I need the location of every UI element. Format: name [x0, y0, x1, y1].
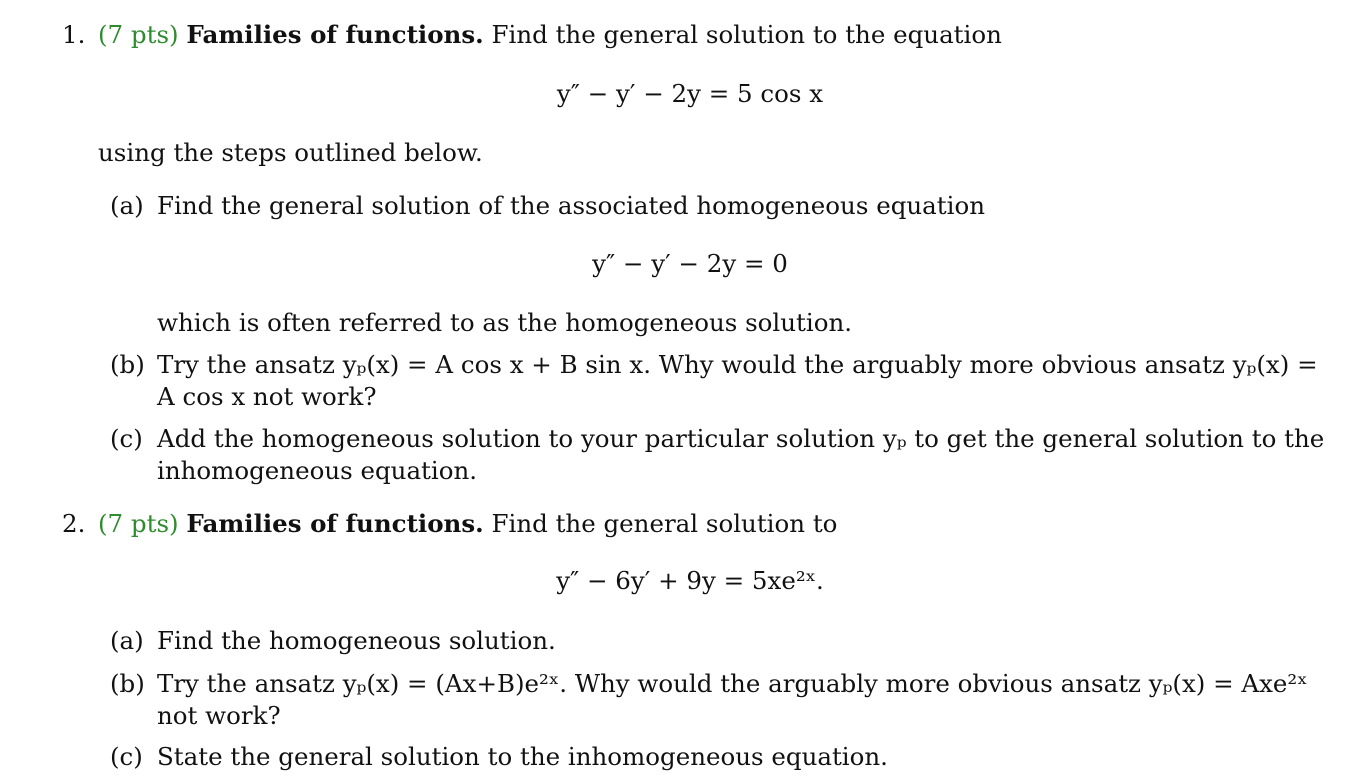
part-text: State the general solution to the inhomogeneous equation. [157, 742, 888, 771]
part-text: inhomogeneous equation. [157, 456, 478, 485]
part-label: (a) [110, 626, 144, 655]
part-label: (c) [110, 742, 143, 771]
points-label: (7 pts) [98, 509, 179, 538]
question-number: 2. [62, 509, 86, 538]
part-label: (c) [110, 424, 143, 453]
display-equation: y″ − 6y′ + 9y = 5xe²ˣ. [556, 566, 824, 595]
part-text: Find the general solution of the associated homogeneous equation [157, 191, 985, 220]
part-text: Try the ansatz yₚ(x) = (Ax+B)e²ˣ. Why would the arguably more obvious ansatz yₚ(x) = Axe²ˣ [157, 669, 1308, 698]
question-intro: Find the general solution to [491, 509, 838, 538]
question-text: using the steps outlined below. [98, 138, 483, 167]
points-label: (7 pts) [98, 20, 179, 49]
question-intro: Find the general solution to the equation [491, 20, 1002, 49]
question-heading: Families of functions. [186, 20, 484, 49]
display-equation: y″ − y′ − 2y = 5 cos x [556, 79, 824, 108]
display-equation: y″ − y′ − 2y = 0 [592, 249, 788, 278]
part-text: A cos x not work? [157, 382, 377, 411]
question-heading: Families of functions. [186, 509, 484, 538]
part-text: Try the ansatz yₚ(x) = A cos x + B sin x. Why would the arguably more obvious ansatz yₚ(x) = [157, 350, 1318, 379]
question-number: 1. [62, 20, 86, 49]
part-label: (b) [110, 669, 145, 698]
part-text: Find the homogeneous solution. [157, 626, 556, 655]
part-label: (b) [110, 350, 145, 379]
part-label: (a) [110, 191, 144, 220]
part-text: Add the homogeneous solution to your particular solution yₚ to get the general solution to the [157, 424, 1325, 453]
part-text: not work? [157, 701, 281, 730]
part-text: which is often referred to as the homogeneous solution. [157, 308, 853, 337]
